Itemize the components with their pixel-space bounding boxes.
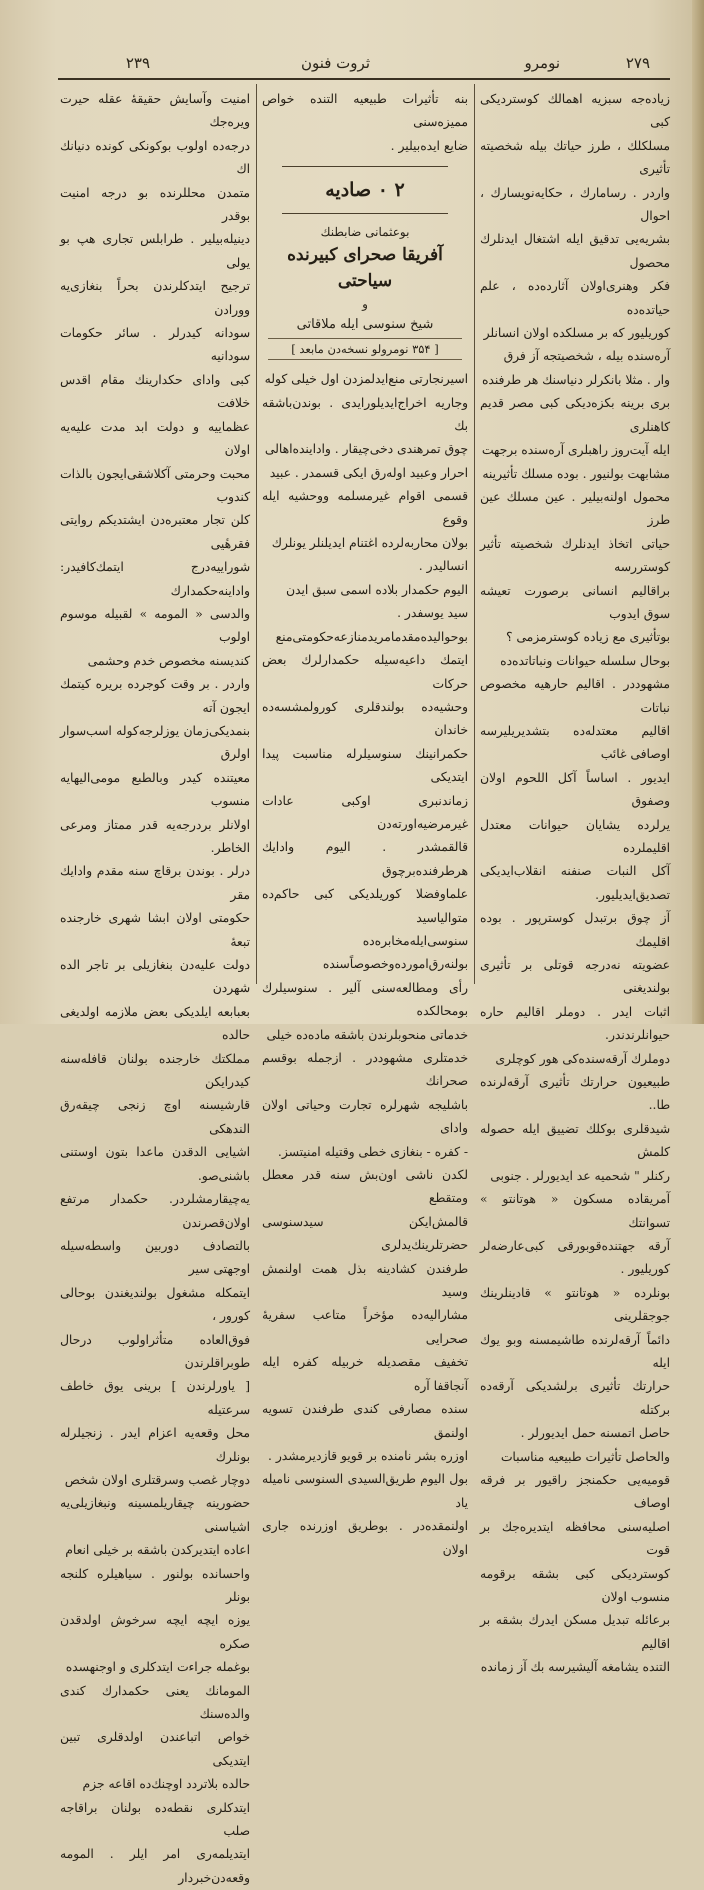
text-line: فکر وهنری‌اولان آثارده‌ده ، علم حیاتده‌ده bbox=[480, 279, 670, 317]
text-line: واردر . بر وقت کوجرده بریره کیتمك ایجون آته bbox=[60, 677, 250, 715]
article-title: آفریقا صحرای کبیرنده سیاحتی bbox=[287, 245, 443, 292]
article-subtitle: شیخ سنوسی ایله ملاقاتی bbox=[296, 317, 434, 333]
middle-column bbox=[262, 88, 468, 1557]
text-line: متمدن محللرنده بو درجه امنیت بوقدر bbox=[60, 185, 250, 224]
text-line: ایتمکله مشغول بولندیغندن بوحالی کورور ، bbox=[60, 1285, 250, 1324]
text-line: یه‌چیقارمشلردر. حکمدار مرتفع اولان‌قصرندن bbox=[60, 1192, 250, 1230]
page-header bbox=[58, 50, 670, 80]
text-line: فوق‌العاده متأثراولوب درحال طوبراقلرندن bbox=[60, 1332, 250, 1370]
text-line: شوراییه‌درج ایتمك‌کافیدر: واداینه‌حکمدارك bbox=[60, 560, 250, 598]
text-line: چوق تمرهندی دخی‌چیقار . واداینده‌اهالی bbox=[264, 442, 468, 457]
text-line: رکنلر " شحمیه عد ایدیورلر . جنوبی bbox=[490, 1168, 670, 1183]
header-rule bbox=[58, 78, 670, 80]
text-line: امنیت وآسایش حقیقهٔ عقله حیرت ویره‌جك bbox=[60, 92, 250, 130]
text-line: بوحوالیده‌مقدما‌مریدمنازعه‌حکومتی‌منع bbox=[275, 629, 468, 644]
text-line: قالمش‌ایکن سیدسنوسی حضرتلرینك‌یدلری bbox=[262, 1214, 468, 1253]
text-line: انسالیدر . bbox=[418, 559, 468, 574]
text-line: ایدیور . اساساً آکل اللحوم اولان وصفوق bbox=[480, 770, 670, 809]
text-line: عضویته نه‌درجه قوتلی بر تأثیری بولندیغنی bbox=[480, 958, 670, 996]
text-line: حرارتك تأثیری برلشدیکی آرقه‌ده برکتله bbox=[480, 1379, 670, 1417]
text-line: دینیله‌بیلیر . طرابلس تجاری هپ بو یولی bbox=[60, 232, 250, 270]
section-number: ۲ ۰ صادیه bbox=[325, 179, 405, 202]
text-line: والدسی « المومه » لقبیله موسوم اولوب bbox=[60, 606, 250, 645]
text-line: احرار وعبید اوله‌رق ایکی قسمدر . عبید bbox=[269, 465, 468, 480]
text-line: سید یوسفدر . bbox=[397, 606, 468, 621]
text-line: سنوسی‌ایله‌مخابره‌ده بولنه‌رق‌امورده‌وخصوصاً‌سنده bbox=[322, 933, 468, 972]
text-line: وار . مثلا بانکرلر دنیاسنك هر طرفنده bbox=[481, 372, 670, 387]
text-line: اقالیم معتدله‌ده بتشدیریلیرسه اوصافی غائب bbox=[480, 723, 670, 762]
text-line: معیتنده کیدر وبالطبع مومی‌الیهایه منسوب bbox=[60, 770, 250, 809]
text-line: درلر . بوندن برقاچ سنه مقدم وادایك مقر bbox=[60, 864, 250, 902]
middle-body bbox=[262, 368, 468, 1562]
text-line: وحشیه‌ده بولندقلری کورولمشسه‌ده خاندان bbox=[262, 699, 468, 738]
text-line: آز چوق برتبدل کوسترپور . بوده اقلیمك bbox=[480, 911, 670, 949]
text-line: محبت وحرمتی آکلاشقی‌ایجون بالذات کندوب bbox=[60, 466, 250, 504]
text-line: آره‌سنده بیله ، شخصیتجه آز فرق bbox=[503, 349, 670, 364]
text-line: برعائله تبدیل مسکن ایدرك بشقه بر اقالیم bbox=[480, 1613, 670, 1651]
text-line: قالقمشدر . الیوم وادایك هرطرفنده‌برچوق bbox=[262, 840, 468, 878]
text-line: شیدقلری بوکلك تضییق ایله حصوله کلمش bbox=[480, 1121, 670, 1160]
text-line: کندیسنه مخصوص خدم وحشمی bbox=[87, 653, 250, 668]
text-line: محمول اولنه‌بیلیر . عین مسلك عین طرز bbox=[480, 489, 670, 528]
text-line: واحسانده بولنور . سیاهیلره کلنجه بونلر bbox=[60, 1566, 250, 1604]
continuation-note: [ ۳۵۴ نومرولو نسخه‌دن‌ مابعد ] bbox=[268, 338, 462, 360]
text-line: خدماتی منحوبلرندن باشقه ماده‌ده خیلی bbox=[266, 1027, 468, 1042]
text-line: بری برینه بکزه‌دیکی کبی مصر قدیم کاهنلری bbox=[480, 396, 670, 434]
title-conjunction: و bbox=[362, 297, 368, 312]
text-line: ایله آیت‌روز راهبلری آره‌سنده برجهت bbox=[481, 443, 670, 458]
column-divider bbox=[474, 84, 475, 984]
text-line: ترجیح ایتدکلرندن بحراً بنغازی‌یه وورادن bbox=[60, 279, 250, 317]
text-line: عظماییه و دولت ابد مدت علیه‌یه اولان bbox=[60, 419, 250, 458]
text-line: بولان محاربه‌لرده اغتنام ایدیلنلر یونلرك bbox=[271, 536, 468, 551]
text-line: مشارالیه‌ده مؤخراً متاعب سفریه‌ٔ صحرایی bbox=[262, 1308, 468, 1346]
text-line: حکومتی اولان ابشا شهری خارجنده تبعهٔ bbox=[60, 911, 250, 949]
text-line: بعبابعه ایلدیکی بعض ملازمه اولدیغی حالده bbox=[60, 1004, 250, 1043]
text-line: باشلیجه شهرلره تجارت وحیاتی اولان وادای bbox=[262, 1097, 468, 1136]
text-line: حضورینه چیقاریلمسینه ونبغازیلی‌یه اشیاسنی bbox=[60, 1496, 250, 1534]
text-line: خدمتلری مشهوددر . ازجمله بوقسم صحرانك bbox=[262, 1051, 468, 1089]
text-line: لکدن ناشی اون‌بش سنه قدر معطل ومتقطع bbox=[262, 1168, 468, 1206]
text-line: حاصل اتمسنه حمل ایدیورلر . bbox=[520, 1426, 670, 1441]
text-line: کوستردیکی کبی بشقه برقومه منسوب اولان bbox=[480, 1566, 670, 1604]
right-column bbox=[480, 88, 670, 1675]
text-line: المومانك یعنی حکمدارك کندی والده‌سنك bbox=[60, 1683, 250, 1722]
text-line: ایتمك داعیه‌سیله حکمدارلرك بعض حرکات bbox=[262, 653, 468, 691]
text-line: سودانه کیدرلر . سائر حکومات سودانیه bbox=[60, 326, 250, 364]
text-line: طبیعیون حرارتك تأثیری آرقه‌لرنده طا.. bbox=[480, 1075, 670, 1113]
text-line: درجه‌ده اولوب بوکونکی کونده دنیانك اك bbox=[60, 138, 250, 177]
left-page-number: ۲۳۹ bbox=[125, 54, 150, 72]
text-line: تخفیف مقصدیله خربیله کفره ایله آنجاقفا آره‌ bbox=[262, 1355, 468, 1393]
text-line: طرفندن کشادینه بذل همت اولنمش وسید bbox=[262, 1261, 468, 1300]
text-line: یرلرده یشایان حیوانات معتدل اقلیملرده bbox=[480, 817, 670, 855]
article-byline: بوعثمانی ضابطنك bbox=[320, 225, 410, 240]
text-line: مشابهت بولنیور . بوده مسلك تأثیرینه bbox=[482, 466, 670, 481]
text-line: زماندنبری اوکبی عادات غیرمرضیه‌اورته‌دن bbox=[262, 793, 468, 831]
text-line: والحاصل تأثیرات طبیعیه مناسبات bbox=[500, 1449, 670, 1464]
text-line: حیاتی اتخاذ ایدنلرك شخصیته تأثیر کوستررسه bbox=[480, 536, 670, 575]
journal-title: ثروت فنون bbox=[300, 54, 370, 72]
right-page-number: ۲۷۹ bbox=[625, 54, 650, 72]
text-line: آرقه جهتنده‌قوبورقی کبی‌عارضه‌لر کوریلیور . bbox=[480, 1238, 670, 1277]
text-line: بوحال سلسله حیوانات ونباتاتده‌ده bbox=[500, 653, 670, 668]
text-line: التنده یشامغه آلیشیرسه بك آز زمانده bbox=[480, 1660, 670, 1675]
text-line: قومیه‌یی حکمنجز راقیور بر فرقه اوصاف bbox=[480, 1472, 670, 1511]
text-line: الیوم حکمدار بلاده اسمی سبق ایدن bbox=[285, 582, 468, 597]
section-rule bbox=[282, 213, 448, 214]
column-divider bbox=[256, 84, 257, 984]
text-line: بونلرده « هوتانتو » قادینلرینك جوجقلرینی bbox=[480, 1285, 670, 1324]
text-line: علما‌وفضلا کوریلدیکی کبی حاکم‌ده متوالیاسید bbox=[262, 887, 468, 925]
text-line: قارشیسنه اوچ زنجی چیقه‌رق الندهکی bbox=[60, 1098, 250, 1136]
text-line: براقالیم انسانی برصورت تعیشه سوق ایدوب bbox=[480, 583, 670, 621]
text-line: اعاده ایتدیرکدن باشقه بر خیلی انعام bbox=[65, 1543, 250, 1558]
text-line: اثبات ایدر . دوملر اقالیم حاره حیوانلرندندر. bbox=[480, 1004, 670, 1043]
text-line: اولنمقده‌در . بوطریق اوزرنده جاری اولان bbox=[262, 1519, 468, 1557]
text-line: بوغمله جراءت ایتدکلری و اوجنهسده bbox=[65, 1660, 250, 1675]
text-line: کلن تجار معتبره‌دن ایشتدیکم روایتی فقرهٔیی bbox=[60, 513, 250, 551]
text-line: خواص اتباعندن اولدقلری تبین ایتدیکی bbox=[60, 1730, 250, 1768]
text-line: بنه تأثیرات طبیعیه التنده خواص ممیزه‌سنی bbox=[262, 92, 468, 130]
text-line: واردر . رسامارك ، حکایه‌نویسارك ، احوال bbox=[480, 185, 670, 224]
text-line: دوچار غصب وسرقتلری اولان شخص bbox=[64, 1472, 250, 1487]
text-line: - کفره - بنغازی خطی وقتیله امنیتسز. bbox=[277, 1144, 468, 1159]
text-line: بالتصادف دوربین واسطه‌سیله اوجهتی سیر bbox=[60, 1238, 250, 1277]
text-line: یوزه ایچه ایچه سرخوش اولدقدن صکره bbox=[60, 1613, 250, 1651]
text-line: وجاریه اخراج‌ایدیلورایدی . بوندن‌باشقه بك bbox=[262, 395, 468, 434]
text-line: زیاده‌جه سبزیه اهمالك کوستردیکی کبی bbox=[480, 92, 670, 130]
text-line: مسلکلك ، طرز حیاتك بیله شخصیته تأثیری bbox=[480, 138, 670, 177]
text-line: کبی وادای حکدارینك مقام اقدس خلافت bbox=[60, 372, 250, 411]
text-line: مملکتك خارجنده بولنان قافله‌سنه کیدرایکن bbox=[60, 1051, 250, 1090]
left-column bbox=[60, 88, 250, 1885]
text-line: رأی ومطالعه‌سنی آلیر . سنوسیلرك بومحالکده bbox=[262, 980, 468, 1019]
section-rule bbox=[282, 166, 448, 167]
text-line: اوزره بشر نامنده بر قویو قازدیرمشدر . bbox=[268, 1448, 468, 1463]
text-line: اصلیه‌سنی محافظه ایتدیره‌جك بر قوت bbox=[480, 1519, 670, 1558]
text-line: حکمرانینك سنوسیلرله مناسبت پیدا ایتدیکی bbox=[262, 746, 468, 785]
text-line: اشیایی الدقدن ماعدا بتون اوستنی باشنی‌صو. bbox=[60, 1145, 250, 1183]
text-line: دائماً آرقه‌لرنده طاشیمسنه وبو یوك ایله bbox=[480, 1332, 670, 1370]
text-line: ایتدیلمه‌ری امر ایلر . المومه وقعه‌دن‌خبردار bbox=[60, 1847, 250, 1885]
text-line: اولانلر بردرجه‌یه قدر ممتاز ومرعی الخاطر. bbox=[60, 817, 250, 855]
text-line: آمریقاده مسکون « هوتانتو » تسوانتك bbox=[480, 1192, 670, 1230]
text-line: کوریلیور که بر مسلکده اولان انسانلر bbox=[483, 326, 670, 341]
text-line: بوتأثیری مع زیاده کوسترمزمی ؟ bbox=[505, 630, 670, 645]
text-line: دولت علیه‌دن بنغازیلی بر تاجر الده شهردن bbox=[60, 958, 250, 996]
text-line: حالده بلاتردد اوچنك‌ده اقاعه جزم bbox=[82, 1777, 250, 1792]
text-line: محل وقعه‌یه اعزام ایدر . زنجیلرله بونلرك bbox=[60, 1426, 250, 1464]
text-line: بول الیوم طریق‌السیدی السنوسی نامیله یاد bbox=[262, 1472, 468, 1510]
text-line: اسیرنجارتی منع‌ایدلمزدن اول خیلی کوله bbox=[264, 372, 468, 387]
text-line: ضایع ایده‌بیلیر . bbox=[390, 138, 468, 153]
text-line: آکل النبات صنفنه انقلاب‌ایدیکی تصدیق‌ایدیلیور. bbox=[480, 864, 670, 902]
text-line: بنمدیکی‌زمان یوزلرجه‌کوله اسب‌سوار اولرق bbox=[60, 723, 250, 762]
issue-label: نومرو bbox=[524, 54, 560, 72]
page-edge bbox=[692, 0, 704, 1024]
text-line: مشهوددر . اقالیم حارهیه مخصوص نباتات bbox=[480, 677, 670, 715]
text-line: قسمی اقوام غیرمسلمه ووحشیه ایله وقوع bbox=[262, 489, 468, 527]
text-line: دوملرك آرقه‌سنده‌کی هور کوچلری bbox=[495, 1051, 670, 1066]
text-line: ایتدکلری نقطه‌ده بولنان براقاجه صلب bbox=[60, 1800, 250, 1839]
text-line: بشریه‌یی تدقیق ایله اشتغال ایدنلرك محصول bbox=[480, 232, 670, 270]
middle-intro bbox=[262, 88, 468, 158]
text-line: [ یاورلرندن ] برینی یوق خاطف سرعتیله bbox=[60, 1379, 250, 1417]
text-line: سنده مصارفی کندی طرفندن تسویه اولنمق bbox=[262, 1402, 468, 1440]
